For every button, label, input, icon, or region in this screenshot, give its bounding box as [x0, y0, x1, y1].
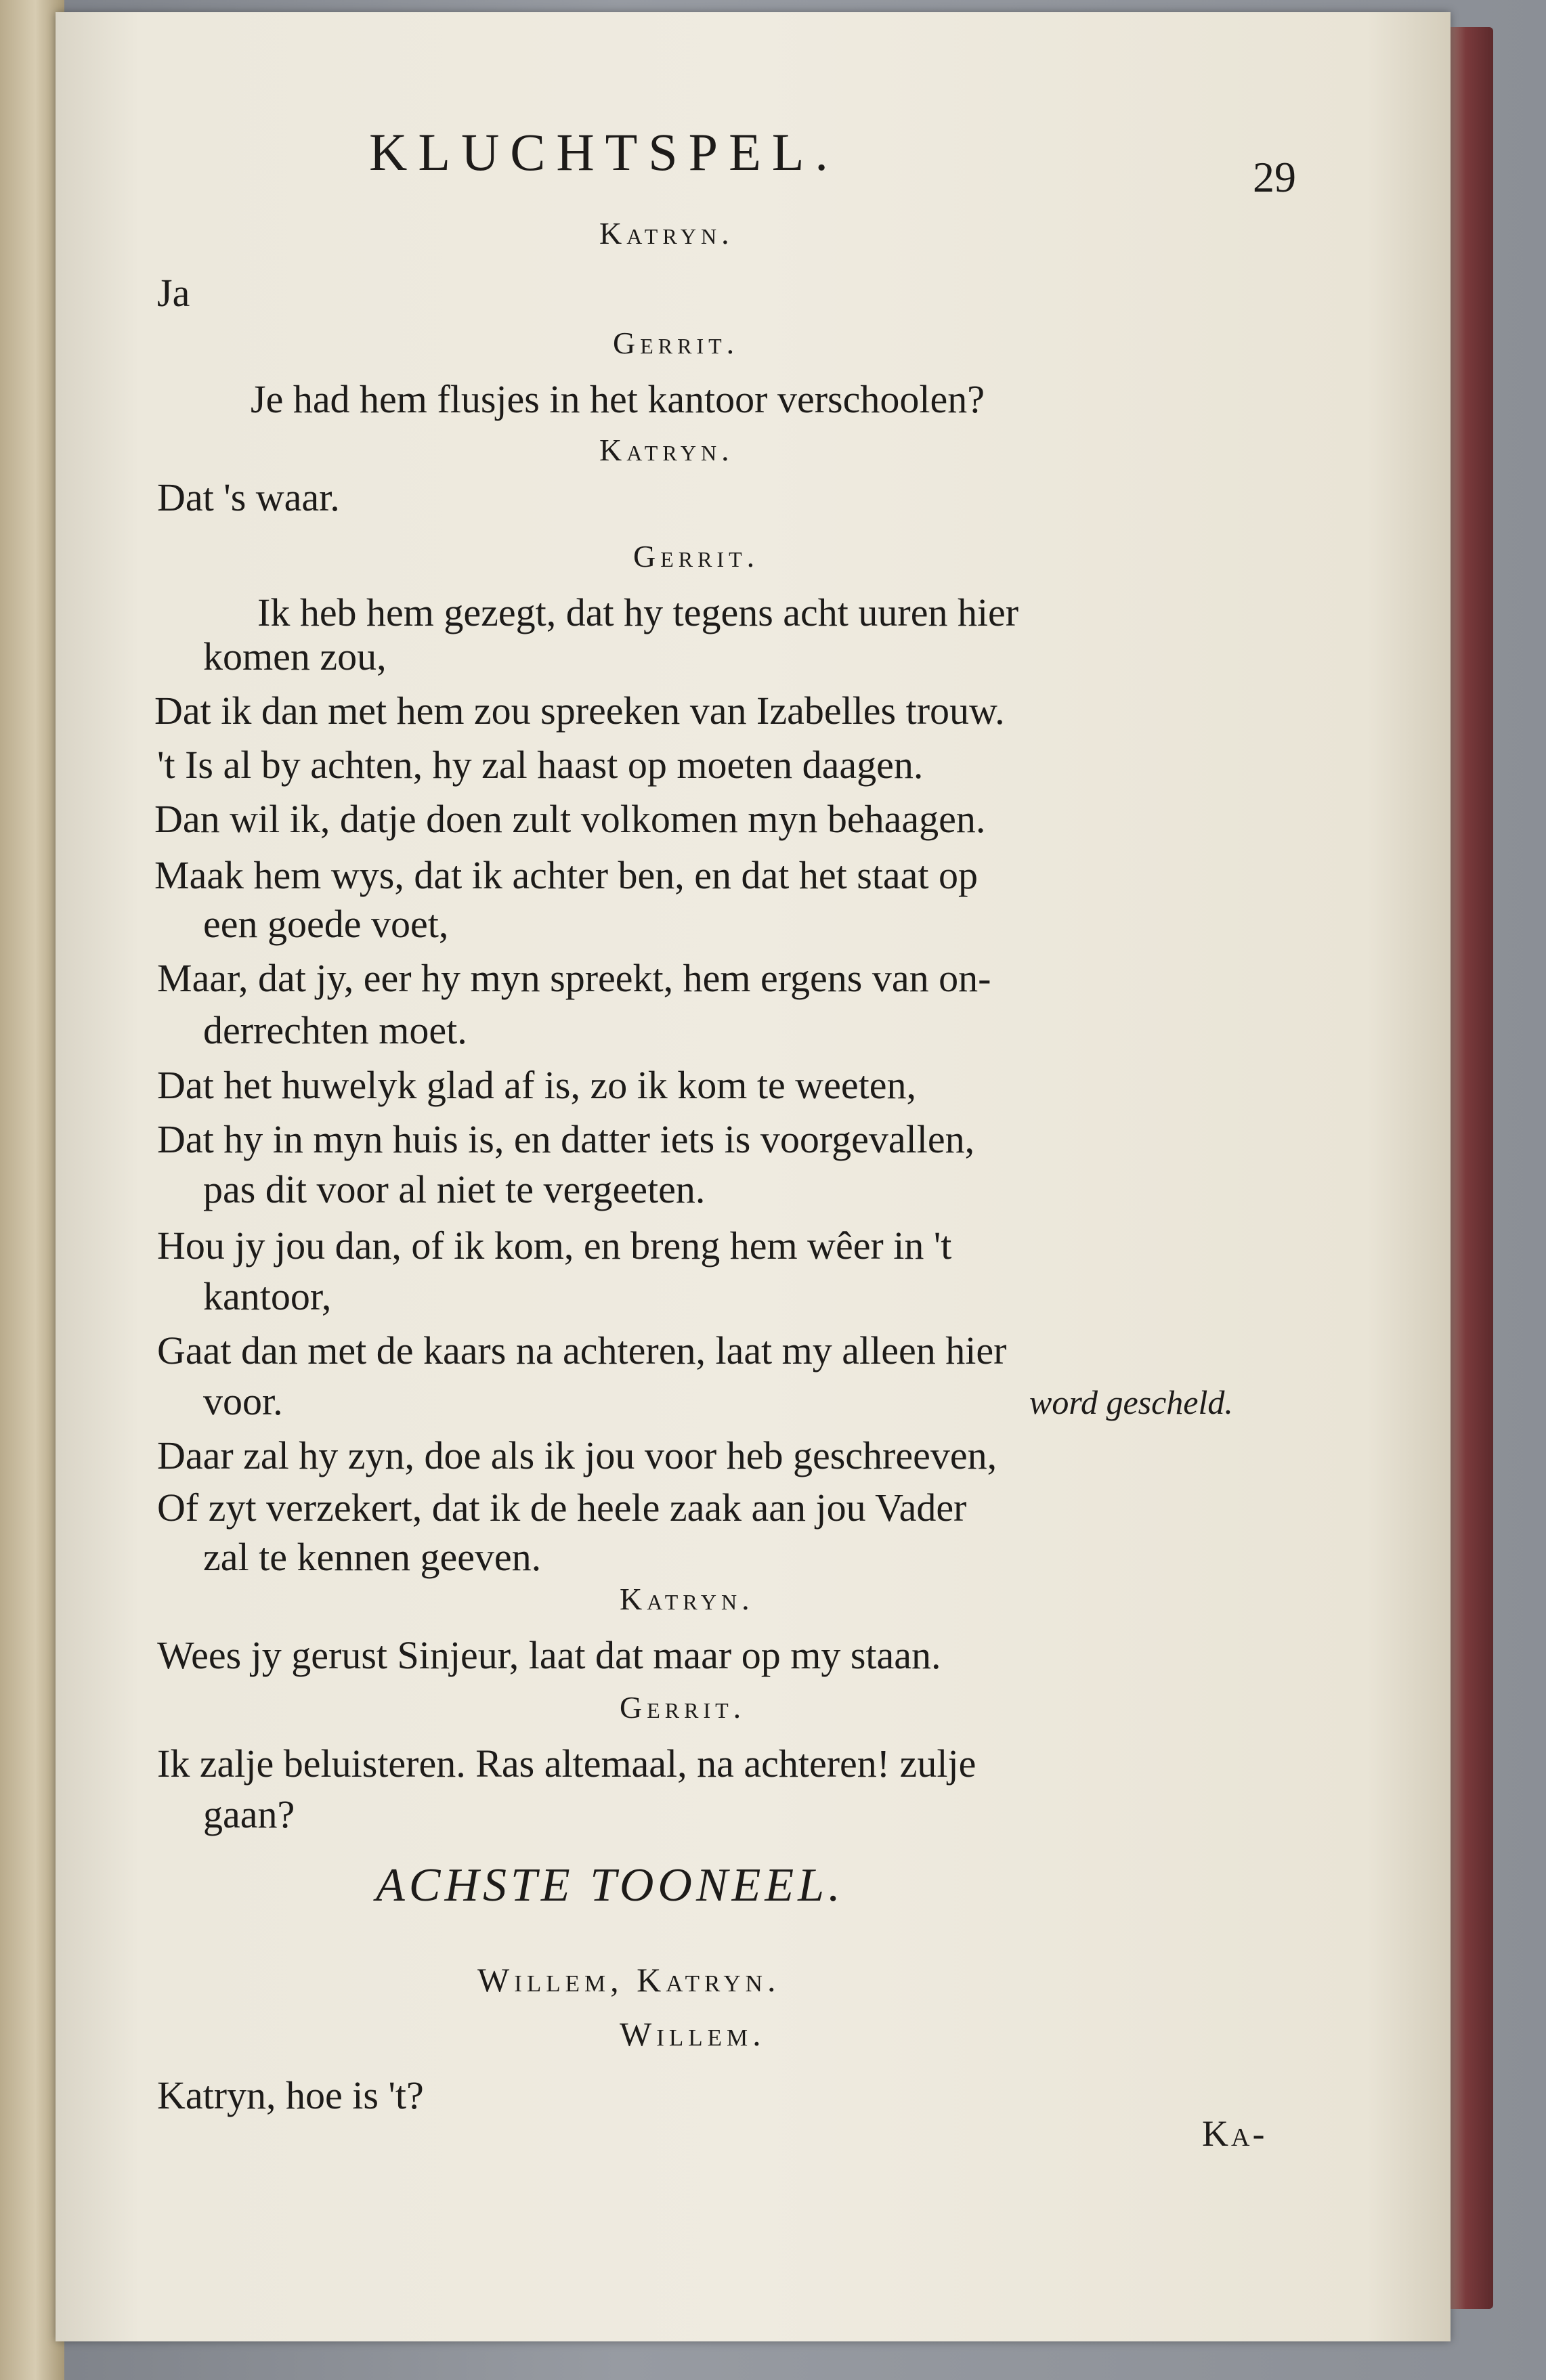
dialogue-line: zal te kennen geeven. [203, 1535, 542, 1579]
dialogue-line: Dat 's waar. [157, 475, 340, 519]
dialogue-line: een goede voet, [203, 902, 449, 946]
speaker-label: Katryn. [599, 216, 734, 251]
speaker-label: Willem. [620, 2015, 766, 2053]
dialogue-line: Ja [157, 271, 190, 315]
dialogue-line: Ik zalje beluisteren. Ras altemaal, na achteren! zulje [157, 1741, 976, 1786]
dialogue-line: gaan? [203, 1792, 295, 1836]
speaker-label: Gerrit. [620, 1690, 746, 1725]
speaker-label: Gerrit. [633, 539, 760, 574]
dialogue-line: Dat ik dan met hem zou spreeken van Izabelles trouw. [154, 689, 1005, 733]
dialogue-line: Dat hy in myn huis is, en datter iets is voorgevallen, [157, 1117, 975, 1161]
dialogue-line: Hou jy jou dan, of ik kom, en breng hem wêer in 't [157, 1224, 952, 1268]
dialogue-line: kantoor, [203, 1274, 332, 1318]
dialogue-line: komen zou, [203, 634, 387, 678]
dialogue-line: Gaat dan met de kaars na achteren, laat my alleen hier [157, 1328, 1007, 1372]
running-title: KLUCHTSPEL. [369, 123, 839, 181]
scene-cast: Willem, Katryn. [477, 1961, 781, 1999]
dialogue-line: Wees jy gerust Sinjeur, laat dat maar op my staan. [157, 1633, 941, 1677]
dialogue-line: derrechten moet. [203, 1008, 467, 1052]
dialogue-line: voor. [203, 1379, 283, 1423]
dialogue-line: Maak hem wys, dat ik achter ben, en dat het staat op [154, 853, 978, 897]
catchword: Ka- [1202, 2113, 1268, 2154]
stage-direction: word gescheld. [1029, 1383, 1233, 1421]
scene-title: ACHSTE TOONEEL. [376, 1859, 844, 1911]
dialogue-line: pas dit voor al niet te vergeeten. [203, 1167, 706, 1211]
speaker-label: Katryn. [599, 433, 734, 467]
dialogue-line: Of zyt verzekert, dat ik de heele zaak aan jou Vader [157, 1486, 967, 1530]
dialogue-line: Daar zal hy zyn, doe als ik jou voor heb geschreeven, [157, 1433, 997, 1477]
dialogue-line: Dan wil ik, datje doen zult volkomen myn behaagen. [154, 797, 986, 841]
dialogue-line: 't Is al by achten, hy zal haast op moeten daagen. [157, 743, 924, 787]
dialogue-line: Katryn, hoe is 't? [157, 2073, 424, 2117]
page-number: 29 [1253, 153, 1296, 201]
dialogue-line: Dat het huwelyk glad af is, zo ik kom te weeten, [157, 1063, 917, 1107]
dialogue-line: Ik heb hem gezegt, dat hy tegens acht uuren hier [257, 590, 1019, 634]
dialogue-line: Je had hem flusjes in het kantoor verschoolen? [251, 377, 985, 421]
dialogue-line: Maar, dat jy, eer hy myn spreekt, hem ergens van on- [157, 956, 991, 1000]
speaker-label: Gerrit. [613, 326, 739, 360]
speaker-label: Katryn. [620, 1582, 754, 1616]
